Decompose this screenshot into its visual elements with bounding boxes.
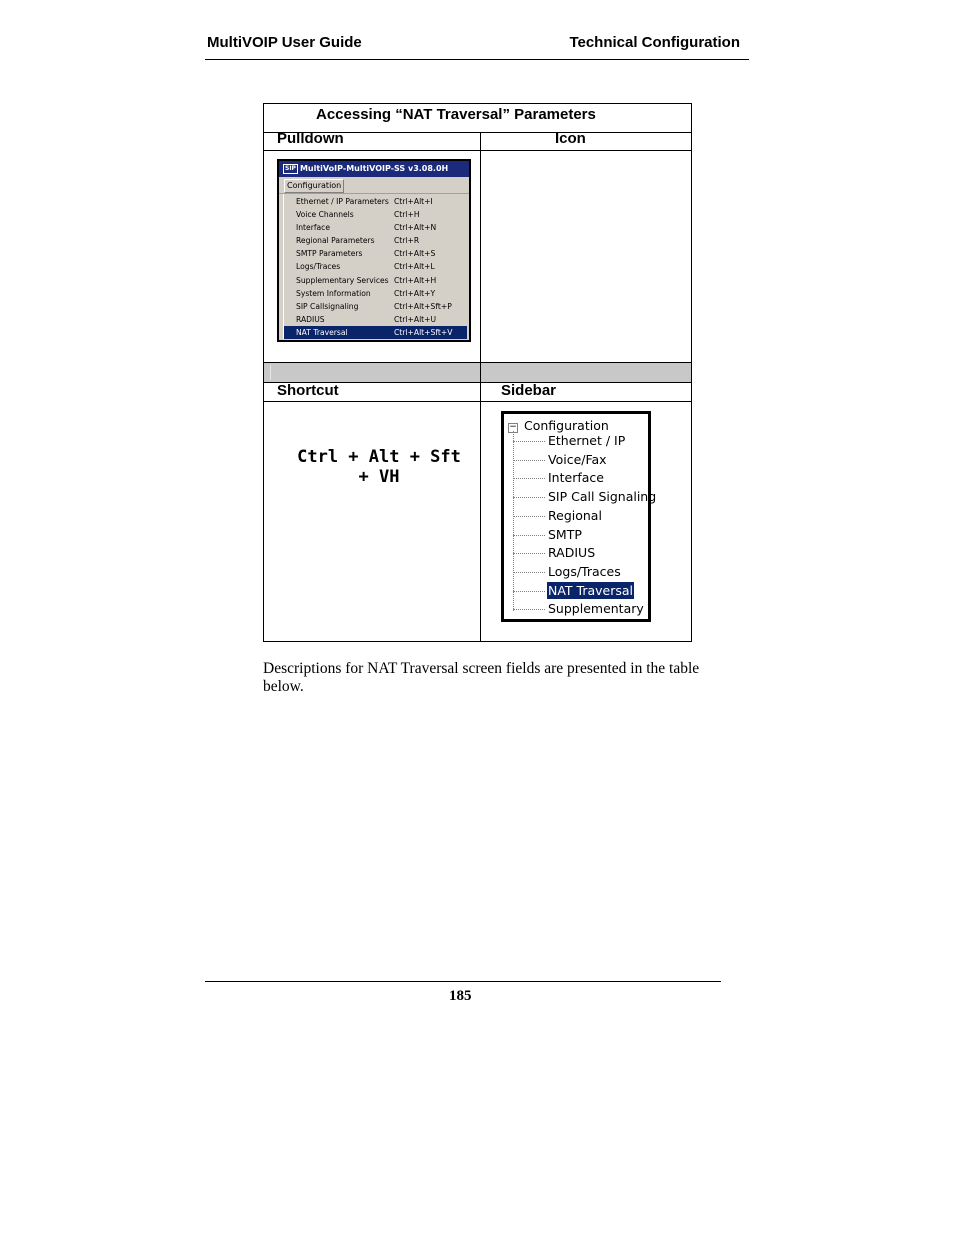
table-rule [264,401,691,402]
tree-item-label: Interface [548,470,604,486]
tree-root-label: Configuration [524,418,609,433]
menu-item-shortcut: Ctrl+Alt+L [394,262,435,272]
tree-connector [513,460,545,461]
tree-item-logs-traces[interactable] [513,563,622,580]
tree-item-label: SIP Call Signaling [548,489,657,505]
menu-item-shortcut: Ctrl+Alt+H [394,275,437,285]
menu-item-shortcut: Ctrl+Alt+Y [394,288,436,298]
menu-item-label: Regional Parameters [296,236,375,246]
shortcut-line-1: Ctrl + Alt + Sft [297,447,461,467]
menu-item-shortcut: Ctrl+Alt+Sft+P [394,301,452,311]
tree-item-regional[interactable] [513,507,603,524]
footer-rule [205,981,721,982]
gray-band-divider [480,363,481,382]
menu-item-regional[interactable] [284,234,467,247]
menu-item-shortcut: Ctrl+Alt+Sft+V [394,327,453,337]
menu-item-label: Interface [296,223,330,233]
menu-item-label: System Information [296,288,371,298]
header-rule [205,59,749,60]
menu-item-label: NAT Traversal [296,327,348,337]
table-title: Accessing “NAT Traversal” Parameters [316,106,596,123]
tree-item-label: SMTP [548,526,582,542]
tree-item-radius[interactable] [513,544,596,561]
tree-item-ethernet-ip[interactable] [513,432,626,449]
tree-item-sip-call-signaling[interactable] [513,488,657,505]
tree-item-label: Voice/Fax [548,451,607,467]
tree-item-label: NAT Traversal [548,582,634,598]
menu-item-smtp[interactable] [284,247,467,260]
tree-item-smtp[interactable] [513,526,583,543]
sip-logo-icon: SIP [285,165,296,172]
tree-connector [513,441,545,442]
menu-item-label: SIP Callsignaling [296,301,359,311]
tree-connector [513,516,545,517]
page-header-left: MultiVOIP User Guide [207,34,362,51]
menu-item-voice-channels[interactable] [284,208,467,221]
menu-item-ethernet-ip[interactable] [284,195,467,208]
sidebar-screenshot [501,411,657,622]
menu-item-sip-callsignaling[interactable] [284,300,467,313]
page-header-right: Technical Configuration [569,34,740,51]
tree-connector [513,497,545,498]
menu-item-label: Logs/Traces [296,262,341,272]
shortcut-column-header: Shortcut [277,382,339,399]
tree-item-label: Supplementary [548,601,644,617]
menu-item-supplementary[interactable] [284,274,467,287]
menu-item-interface[interactable] [284,221,467,234]
menu-item-shortcut: Ctrl+Alt+U [394,314,437,324]
shortcut-line-2: + VH [358,467,400,487]
menu-item-radius[interactable] [284,313,467,326]
keyboard-shortcut [283,447,475,487]
tree-item-label: Logs/Traces [548,563,621,579]
menu-item-label: Voice Channels [296,210,354,220]
pulldown-column-header: Pulldown [277,130,344,147]
dropdown-list [283,194,467,339]
menu-item-logs-traces[interactable] [284,260,467,273]
tree-item-label: Ethernet / IP [548,433,626,448]
sidebar-column-header: Sidebar [501,382,557,399]
tree-item-supplementary[interactable] [513,600,645,617]
menu-item-label: SMTP Parameters [296,249,363,259]
tree-item-label: RADIUS [548,545,596,561]
tree-connector [513,478,545,479]
menu-item-shortcut: Ctrl+Alt+S [394,249,436,259]
gray-band [264,362,691,383]
tree-connector [513,572,545,573]
menubar [279,177,469,194]
page-number: 185 [449,988,472,1004]
collapse-toggle-icon[interactable]: − [509,422,517,432]
menu-item-label: Supplementary Services [296,275,389,285]
tree-connector [513,609,545,610]
menu-item-shortcut: Ctrl+R [394,236,420,246]
menu-item-shortcut: Ctrl+Alt+I [394,197,433,206]
icon-column-header: Icon [555,130,586,147]
tree-item-voice-fax[interactable] [513,451,608,468]
menu-item-system-info[interactable] [284,287,467,300]
description-paragraph: Descriptions for NAT Traversal screen fields are presented in the table below. [263,660,700,695]
menu-item-nat-traversal[interactable] [284,326,467,339]
tree-item-interface[interactable] [513,469,605,486]
menu-item-label: RADIUS [296,314,325,324]
table-rule [264,150,691,151]
window-titlebar [279,161,469,177]
tree-connector [513,591,545,592]
configuration-menu[interactable]: Configuration [284,179,344,193]
menu-item-label: Ethernet / IP Parameters [296,197,389,206]
tree-connector [513,553,545,554]
tree-item-label: Regional [548,507,602,523]
pulldown-screenshot [277,159,471,342]
tree-connector [513,535,545,536]
menu-item-shortcut: Ctrl+Alt+N [394,223,437,233]
window-title: MultiVoIP-MultiVOIP-SS v3.08.0H [299,164,449,173]
table-column-divider [480,133,481,641]
tree-item-nat-traversal[interactable] [513,582,634,599]
menu-item-shortcut: Ctrl+H [394,210,420,220]
